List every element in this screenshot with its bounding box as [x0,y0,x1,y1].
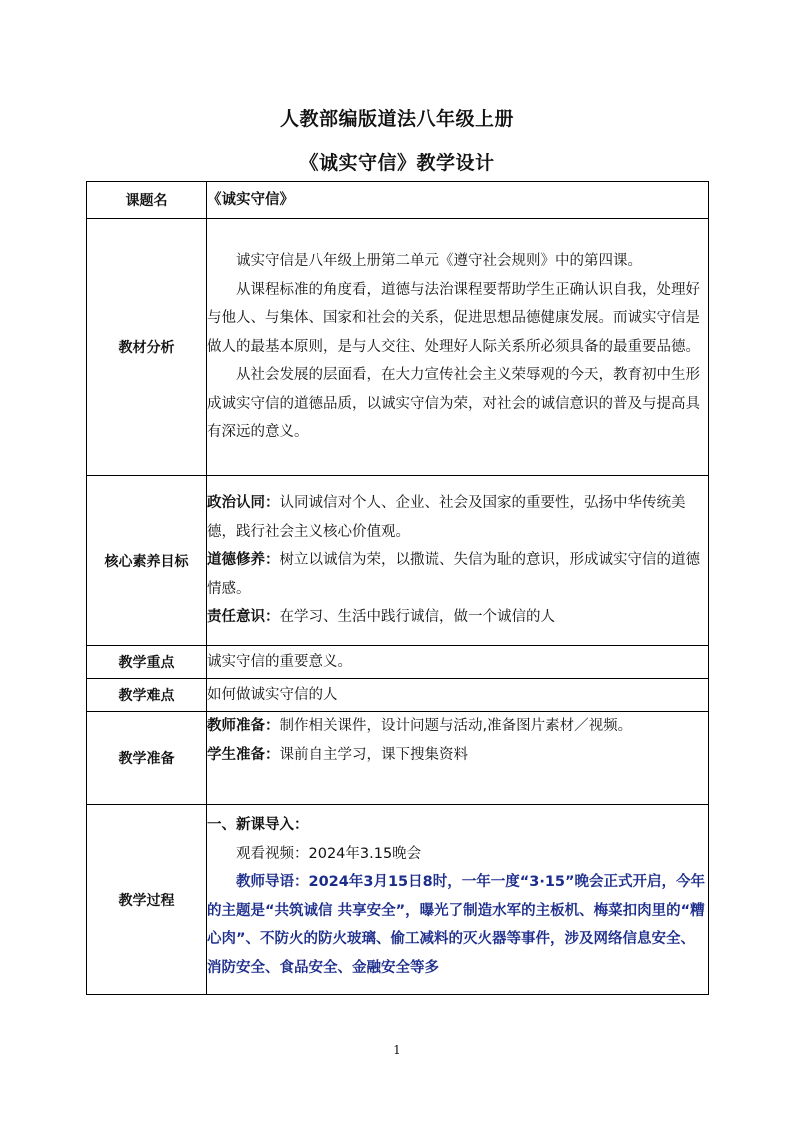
row-topic [87,182,709,219]
value-topic: 《诚实守信》 [207,182,709,219]
process-teacher-guide: 教师导语：2024年3月15日8时，一年一度“3·15”晚会正式开启，今年的主题是“共筑诚信 共享安全”，曝光了制造水军的主板机、梅菜扣肉里的“糟心肉”、不防火的防火玻璃、偷工减料的灭火器等事件，涉及网络信息安全、消防安全、食品安全、金融安全等多 [207,874,706,976]
value-teaching-process [207,805,709,995]
label-core-goals: 核心素养目标 [87,476,207,646]
lesson-plan-table [86,181,709,995]
material-paragraph-1: 诚实守信是八年级上册第二单元《遵守社会规则》中的第四课。 [236,253,642,270]
goal-moral-head: 道德修养： [207,552,280,569]
process-watch-video: 观看视频：2024年3.15晚会 [236,845,422,862]
value-teaching-prep [207,712,709,805]
goal-moral [207,546,708,603]
row-teaching-process [87,805,709,995]
label-teaching-process: 教学过程 [87,805,207,995]
prep-student-head: 学生准备： [207,746,280,763]
row-teaching-focus [87,646,709,679]
value-material-analysis [207,219,709,476]
value-teaching-difficulty: 如何做诚实守信的人 [207,679,709,712]
label-topic: 课题名 [87,182,207,219]
prep-student [207,741,708,770]
prep-teacher-text: 制作相关课件，设计问题与活动,准备图片素材／视频。 [279,718,633,734]
prep-student-text: 课前自主学习，课下搜集资料 [279,746,468,763]
page-number: 1 [393,1043,401,1057]
goal-moral-text: 树立以诚信为荣，以撒谎、失信为耻的意识，形成诚实守信的道德情感。 [207,552,700,597]
row-core-goals [87,476,709,646]
prep-teacher-head: 教师准备： [207,718,280,734]
label-teaching-prep: 教学准备 [87,712,207,805]
process-section-heading: 一、新课导入： [207,817,309,833]
row-material-analysis [87,219,709,476]
value-core-goals [207,476,709,646]
material-paragraph-2: 从课程标准的角度看，道德与法治课程要帮助学生正确认识自我，处理好与他人、与集体、国家和社会的关系，促进思想品德健康发展。而诚实守信是做人的最基本原则，是与人交往、处理好人际关系所必须具备的最重要品德。 [207,281,700,355]
label-teaching-focus: 教学重点 [87,646,207,679]
goal-responsibility-text: 在学习、生活中践行诚信，做一个诚信的人 [279,609,555,626]
label-teaching-difficulty: 教学难点 [87,679,207,712]
prep-teacher [207,712,708,741]
goal-political [207,489,708,546]
row-teaching-prep [87,712,709,805]
goal-political-text: 认同诚信对个人、企业、社会及国家的重要性，弘扬中华传统美德，践行社会主义核心价值观。 [207,495,686,540]
document-subtitle: 《诚实守信》教学设计 [299,152,495,174]
value-teaching-focus: 诚实守信的重要意义。 [207,646,709,679]
document-title: 人教部编版道法八年级上册 [279,108,514,130]
row-teaching-difficulty [87,679,709,712]
goal-responsibility [207,603,708,632]
goal-responsibility-head: 责任意识： [207,609,280,626]
material-paragraph-3: 从社会发展的层面看，在大力宣传社会主义荣辱观的今天，教育初中生形成诚实守信的道德品质，以诚实守信为荣，对社会的诚信意识的普及与提高具有深远的意义。 [207,367,700,441]
label-material-analysis: 教材分析 [87,219,207,476]
goal-political-head: 政治认同： [207,495,280,512]
